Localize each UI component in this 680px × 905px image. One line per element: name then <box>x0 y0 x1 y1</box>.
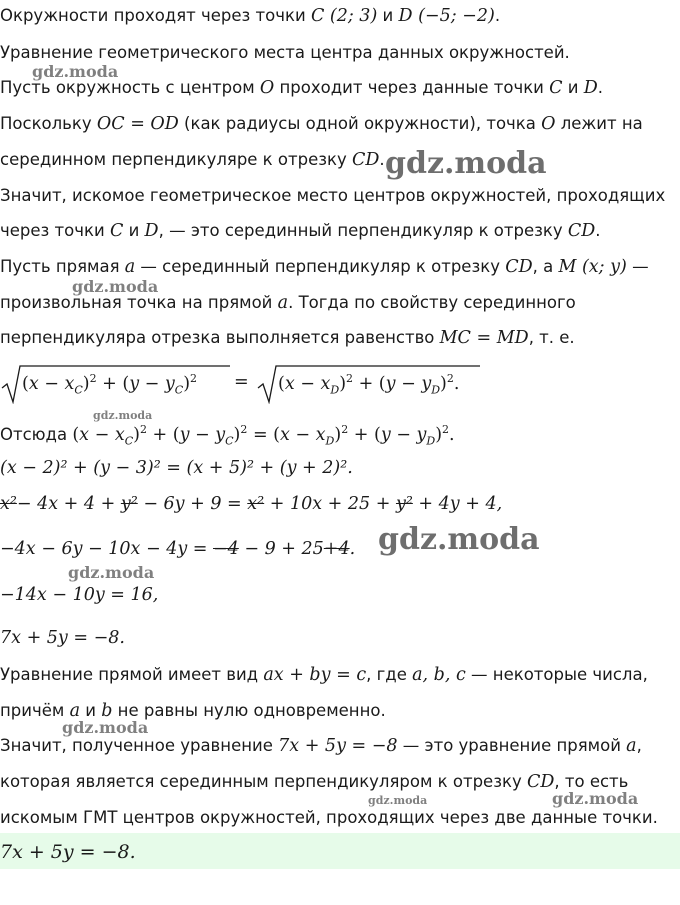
watermark: gdz.moda <box>368 794 428 807</box>
equation-expanded-squares: (x − 2)² + (y − 3)² = (x + 5)² + (y + 2)². <box>0 458 353 478</box>
text-line-15: искомым ГМТ центров окружностей, проходящих через две данные точки. <box>0 808 658 827</box>
equation-simplified: −14x − 10y = 16, <box>0 585 159 605</box>
cancelled-term: +4 <box>323 539 350 559</box>
watermark: gdz.moda <box>72 277 159 296</box>
text-line-7: через точки C и D, — это серединный перпендикуляр к отрезку CD. <box>0 221 601 241</box>
cancelled-term: −4 <box>213 539 239 559</box>
text-line-14: которая является серединным перпендикуляром к отрезку CD, то есть <box>0 772 629 792</box>
text-line-8: Пусть прямая a — серединный перпендикуляр к отрезку CD, а M (x; y) — <box>0 257 649 277</box>
watermark: gdz.moda <box>378 522 540 557</box>
text-line-1: Окружности проходят через точки C (2; 3) и D (−5; −2). <box>0 6 501 26</box>
text-line-6: Значит, искомое геометрическое место центров окружностей, проходящих <box>0 186 666 205</box>
watermark: gdz.moda <box>62 718 149 737</box>
answer-box <box>0 833 680 869</box>
cancelled-term: x² <box>0 494 17 514</box>
sqrt-rhs: $(x - x_D)^2 + (y - y_D)^2$. <box>278 372 460 397</box>
watermark: gdz.moda <box>385 146 547 181</box>
text-line-5: серединном перпендикуляре к отрезку CD. <box>0 150 385 170</box>
text-line-hence: Отсюда $(x - x_C)^2 + (y - y_C)^2 = (x - x_D)^2 + (y - y_D)^2$. <box>0 423 455 448</box>
text-line-10: перпендикуляра отрезка выполняется равенство MC = MD, т. е. <box>0 328 575 348</box>
watermark: gdz.moda <box>93 409 153 422</box>
cancelled-term: y² <box>395 494 413 514</box>
watermark: gdz.moda <box>552 789 639 808</box>
cancelled-term: y² <box>120 494 138 514</box>
equation-collected: −4x − 6y − 10x − 4y = −4 − 9 + 25+4. <box>0 539 356 559</box>
cancelled-term: x² <box>247 494 265 514</box>
text-line-4: Поскольку OC = OD (как радиусы одной окружности), точка O лежит на <box>0 114 643 134</box>
text-line-9: произвольная точка на прямой a. Тогда по свойству серединного <box>0 293 576 313</box>
text-line-11: Уравнение прямой имеет вид ax + by = c, где a, b, c — некоторые числа, <box>0 665 648 685</box>
watermark: gdz.moda <box>32 62 119 81</box>
equation-final: 7x + 5y = −8. <box>0 628 125 648</box>
watermark: gdz.moda <box>68 563 155 582</box>
text-line-12: причём a и b не равны нулю одновременно. <box>0 701 386 721</box>
equals-sign: = <box>234 372 249 392</box>
text-line-2: Уравнение геометрического места центра данных окружностей. <box>0 43 570 62</box>
equation-expanded: x²− 4x + 4 + y² − 6y + 9 = x² + 10x + 25 + y² + 4y + 4, <box>0 494 503 514</box>
text-line-3: Пусть окружность с центром O проходит через данные точки C и D. <box>0 78 604 98</box>
answer-text: 7x + 5y = −8. <box>0 841 136 863</box>
text-line-13: Значит, полученное уравнение 7x + 5y = −8 — это уравнение прямой a, <box>0 736 642 756</box>
sqrt-lhs: $(x - x_C)^2 + (y - y_C)^2$ <box>22 372 198 397</box>
